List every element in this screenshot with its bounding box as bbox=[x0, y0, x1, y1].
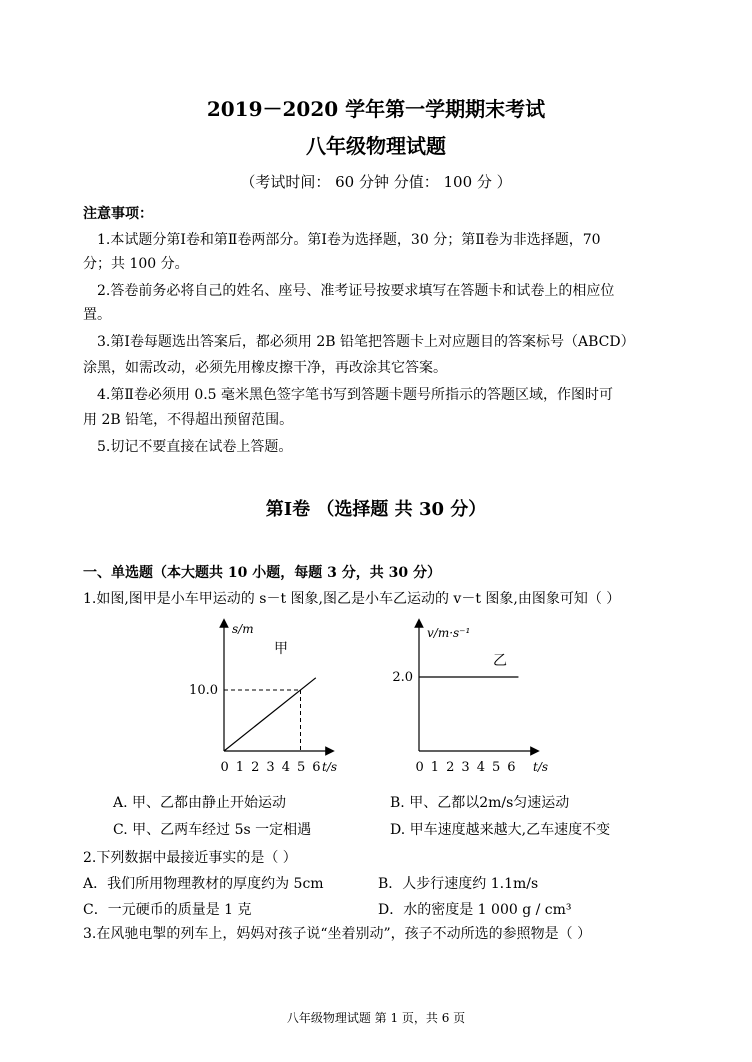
section-title: 第Ⅰ卷 （选择题 共 30 分） bbox=[265, 499, 487, 520]
q2-option-a: A．我们所用物理教材的厚度约为 5cm bbox=[83, 876, 324, 892]
x-tick-label: 5 bbox=[492, 760, 501, 775]
y-tick-label: 2.0 bbox=[392, 670, 413, 685]
note-line: 5.切记不要直接在试卷上答题。 bbox=[97, 439, 293, 455]
chart-title: 乙 bbox=[493, 653, 507, 669]
x-tick-label: 6 bbox=[507, 760, 516, 775]
page-footer: 八年级物理试题 第 1 页，共 6 页 bbox=[286, 1011, 466, 1025]
q1-option-c: C. 甲、乙两车经过 5s 一定相遇 bbox=[113, 822, 312, 838]
note-line: 用 2B 铅笔，不得超出预留范围。 bbox=[83, 412, 294, 428]
note-line: 涂黑，如需改动，必须先用橡皮擦干净，再改涂其它答案。 bbox=[83, 360, 447, 376]
chart-yi bbox=[385, 615, 555, 780]
exam-subtitle: 八年级物理试题 bbox=[306, 134, 446, 158]
x-tick-label: 5 bbox=[297, 760, 306, 775]
x-tick-label: 2 bbox=[251, 760, 260, 775]
note-line: 分；共 100 分。 bbox=[83, 256, 189, 272]
x-tick-label: 0 bbox=[415, 760, 424, 775]
x-tick-label: 2 bbox=[446, 760, 455, 775]
exam-info: （考试时间： 60 分钟 分值： 100 分 ） bbox=[240, 173, 512, 191]
q1-option-d: D. 甲车速度越来越大,乙车速度不变 bbox=[390, 822, 611, 838]
x-tick-label: 3 bbox=[461, 760, 470, 775]
exam-title: 2019－2020 学年第一学期期末考试 bbox=[206, 97, 546, 121]
question-2-stem: 2.下列数据中最接近事实的是（ ） bbox=[83, 850, 297, 866]
notes-heading: 注意事项： bbox=[83, 206, 153, 222]
q1-option-a: A. 甲、乙都由静止开始运动 bbox=[113, 795, 287, 811]
part-heading: 一、单选题（本大题共 10 小题，每题 3 分，共 30 分） bbox=[83, 565, 441, 581]
x-tick-label: 1 bbox=[235, 760, 245, 775]
x-tick-label: 6 bbox=[312, 760, 321, 775]
x-axis-label: t/s bbox=[533, 760, 549, 774]
x-axis-label: t/s bbox=[322, 760, 338, 774]
chart-jia bbox=[180, 615, 350, 780]
note-line: 3.第Ⅰ卷每题选出答案后，都必须用 2B 铅笔把答题卡上对应题目的答案标号（ABCD） bbox=[97, 334, 635, 350]
question-3-stem: 3.在风驰电掣的列车上，妈妈对孩子说“坐着别动”，孩子不动所选的参照物是（ ） bbox=[83, 926, 592, 942]
note-line: 4.第Ⅱ卷必须用 0.5 毫米黑色签字笔书写到答题卡题号所指示的答题区域，作图时可 bbox=[97, 387, 614, 403]
y-axis-label: s/m bbox=[232, 622, 254, 636]
x-tick-label: 3 bbox=[266, 760, 275, 775]
x-tick-label: 0 bbox=[220, 760, 229, 775]
note-line: 置。 bbox=[83, 307, 111, 323]
series-line bbox=[224, 678, 316, 751]
q2-option-d: D．水的密度是 1 000 g / cm³ bbox=[378, 902, 572, 918]
x-tick-label: 1 bbox=[430, 760, 440, 775]
y-tick-label: 10.0 bbox=[189, 683, 218, 698]
y-axis-label: v/m·s⁻¹ bbox=[427, 626, 471, 640]
note-line: 2.答卷前务必将自己的姓名、座号、准考证号按要求填写在答题卡和试卷上的相应位 bbox=[97, 283, 615, 299]
note-line: 1.本试题分第Ⅰ卷和第Ⅱ卷两部分。第Ⅰ卷为选择题，30 分；第Ⅱ卷为非选择题，70 bbox=[97, 232, 601, 248]
q1-option-b: B. 甲、乙都以2m/s匀速运动 bbox=[390, 795, 570, 811]
q2-option-b: B．人步行速度约 1.1m/s bbox=[378, 876, 539, 892]
x-tick-label: 4 bbox=[476, 760, 485, 775]
x-tick-label: 4 bbox=[281, 760, 290, 775]
chart-title: 甲 bbox=[274, 641, 288, 657]
q2-option-c: C．一元硬币的质量是 1 克 bbox=[83, 902, 252, 918]
question-1-stem: 1.如图,图甲是小车甲运动的 s－t 图象,图乙是小车乙运动的 v－t 图象,由图象可知（ ） bbox=[83, 591, 621, 607]
